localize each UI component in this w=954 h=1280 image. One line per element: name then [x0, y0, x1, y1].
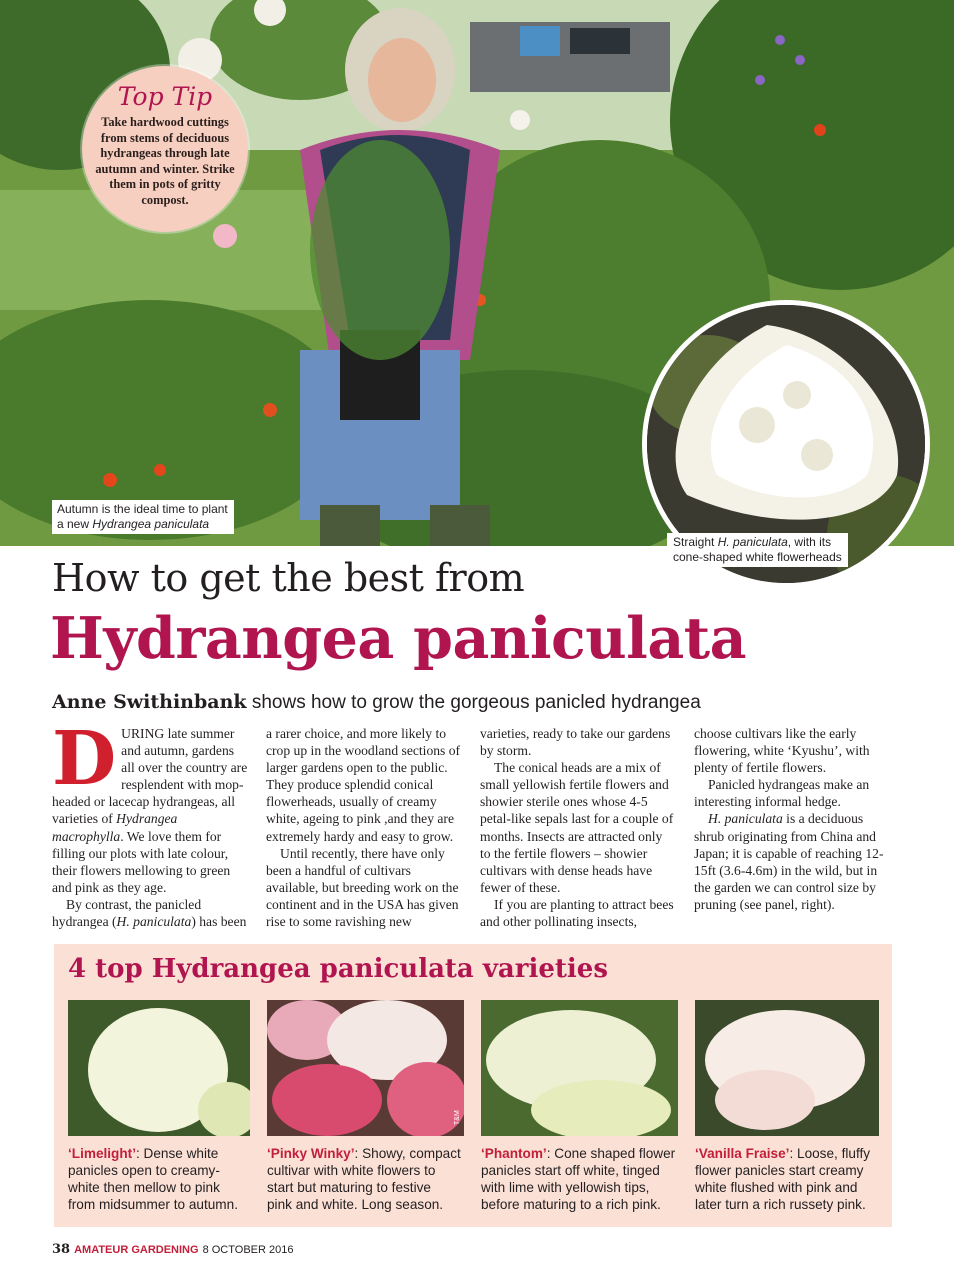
- top-tip-title: Top Tip: [117, 82, 213, 111]
- limelight-flower: [68, 1000, 250, 1136]
- author-name: Anne Swithinbank: [52, 691, 247, 713]
- variety-vanilla-fraise: ‘Vanilla Fraise’: Loose, fluffy flower panicles start creamy white flushed with pink and later turn a rich russety pink.: [695, 1146, 871, 1212]
- top-tip-body: Take hardwood cuttings from stems of deciduous hydrangeas through late autumn and winter. Strike them in pots of gritty compost.: [95, 115, 235, 207]
- paragraph: H. paniculata is a deciduous shrub originating from China and Japan; it is capable of reaching 12-15ft (3.6-4.6m) in the wild, but in the garden we can control size by pruning (see panel, right).: [694, 811, 884, 912]
- caption-left: [52, 500, 234, 534]
- variety-name: ‘Pinky Winky’: [267, 1146, 355, 1161]
- vanilla-fraise-flower: [695, 1000, 879, 1136]
- pinky-winky-photo: [267, 1000, 464, 1136]
- top-tip-bubble: [82, 66, 248, 232]
- body-column-2: [266, 725, 462, 930]
- body-column-4: [694, 725, 890, 913]
- body-column-1: [52, 716, 248, 930]
- variety-name: ‘Limelight’: [68, 1146, 136, 1161]
- issue-date: 8 OCTOBER 2016: [202, 1244, 294, 1256]
- paragraph: DURING late summer and autumn, gardens all over the country are resplendent with mop-headed or lacecap hydrangeas, all varieties of Hydrangea macrophylla. We love them for filling our plots with late colour, their flowers mellowing to green and pink as they age.: [52, 716, 248, 895]
- headline: Hydrangea paniculata: [50, 605, 747, 672]
- magazine-name: AMATEUR GARDENING: [74, 1244, 199, 1256]
- drop-cap: D: [52, 716, 117, 802]
- page-number: 38: [52, 1242, 71, 1257]
- variety-pinky-winky: ‘Pinky Winky’: Showy, compact cultivar with white flowers to start but maturing to festive pink and white. Long season.: [267, 1146, 461, 1212]
- variety-limelight: ‘Limelight’: Dense white panicles open to creamy- white then mellow to pink from midsummer to autumn.: [68, 1146, 238, 1212]
- phantom-flower: [481, 1000, 678, 1136]
- kicker: How to get the best from: [52, 556, 525, 600]
- body-column-3: [480, 725, 676, 930]
- pinky-winky-flower: [267, 1000, 464, 1136]
- paragraph: If you are planting to attract bees and other pollinating insects,: [480, 896, 674, 930]
- paragraph: Panicled hydrangeas make an interesting informal hedge.: [694, 777, 870, 810]
- caption-left-line2: a new Hydrangea paniculata: [57, 517, 210, 531]
- variety-phantom: ‘Phantom’: Cone shaped flower panicles start off white, tinged with lime with yellowish tips, before maturing to a rich pink.: [481, 1146, 676, 1212]
- paragraph: a rarer choice, and more likely to crop up in the woodland sections of larger gardens open to the public. They produce splendid conical flowerheads, usually of creamy white, ageing to pink ,and they are extremely hardy and easy to grow.: [266, 726, 461, 844]
- caption-right-line2: cone-shaped white flowerheads: [673, 550, 842, 564]
- phantom-photo: [481, 1000, 678, 1136]
- paragraph: The conical heads are a mix of small yellowish fertile flowers and showier sterile ones whose 4-5 petal-like sepals last for a couple of months. Insects are attracted only to the fertile flowers – showier cultivars with dense heads have fewer of these.: [480, 760, 674, 895]
- standfirst: Anne Swithinbank shows how to grow the gorgeous panicled hydrangea: [52, 691, 701, 713]
- variety-name: ‘Phantom’: [481, 1146, 547, 1161]
- caption-left-line1: Autumn is the ideal time to plant: [57, 502, 228, 516]
- varieties-title: 4 top Hydrangea paniculata varieties: [68, 954, 608, 984]
- caption-right: [667, 533, 848, 567]
- variety-name: ‘Vanilla Fraise’: [695, 1146, 790, 1161]
- paragraph: Until recently, there have only been a handful of cultivars available, but breeding work on the continent and in the USA has given rise to some ravishing new: [266, 845, 459, 930]
- vanilla-fraise-photo: [695, 1000, 879, 1136]
- limelight-photo: [68, 1000, 250, 1136]
- paragraph: choose cultivars like the early flowering, white ‘Kyushu’, with plenty of fertile flowers.: [694, 726, 870, 776]
- caption-right-line1: Straight H. paniculata, with its: [673, 535, 832, 549]
- paragraph: varieties, ready to take our gardens by storm.: [480, 726, 671, 759]
- page-footer: [52, 1242, 293, 1257]
- photo-credit: T&M: [454, 1110, 461, 1125]
- varieties-panel: [54, 944, 892, 1227]
- paragraph: By contrast, the panicled hydrangea (H. paniculata) has been: [52, 896, 247, 930]
